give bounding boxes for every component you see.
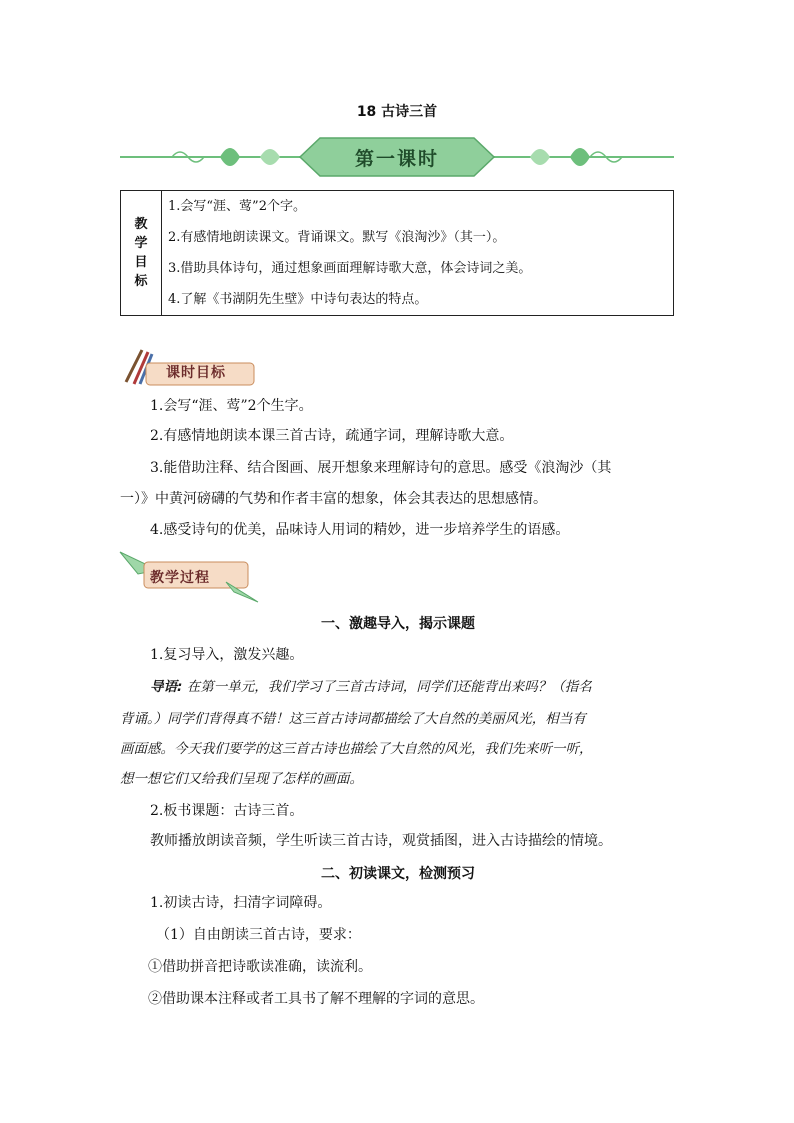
- guide-line: 想一想它们又给我们呈现了怎样的画面。: [120, 771, 363, 787]
- objective-item: 2.有感情地朗读本课三首古诗，疏通字词，理解诗歌大意。: [150, 428, 514, 444]
- section-heading: 一、激趣导入，揭示课题: [321, 616, 475, 632]
- goals-label: 教 学 目 标: [121, 191, 162, 316]
- objective-item: 3.能借助注释、结合图画、展开想象来理解诗句的意思。感受《浪淘沙（其: [150, 460, 612, 476]
- paragraph: ①借助拼音把诗歌读准确，读流利。: [148, 959, 372, 975]
- objective-item: 4.感受诗句的优美，品味诗人用词的精妙，进一步培养学生的语感。: [150, 522, 570, 538]
- objective-item: 一）》中黄河磅礴的气势和作者丰富的想象，体会其表达的思想感情。: [120, 491, 547, 507]
- guide-line: 背诵。）同学们背得真不错！这三首古诗词都描绘了大自然的美丽风光，相当有: [120, 711, 586, 727]
- objective-item: 1.会写“涯、莺”2个生字。: [150, 398, 313, 414]
- goal-item: 1.会写“涯、莺”2个字。: [168, 199, 306, 214]
- paragraph: 1.初读古诗，扫清字词障碍。: [150, 895, 332, 911]
- paragraph: 1.复习导入，激发兴趣。: [150, 647, 304, 663]
- goal-item: 4.了解《书湖阴先生壁》中诗句表达的特点。: [168, 292, 428, 307]
- goals-table: [120, 190, 674, 316]
- paragraph: 教师播放朗读音频，学生听读三首古诗，观赏插图，进入古诗描绘的情境。: [150, 833, 612, 849]
- page-title: 18 古诗三首: [356, 104, 438, 120]
- guide-paragraph: 导语: 在第一单元，我们学习了三首古诗词，同学们还能背出来吗？（指名: [150, 679, 592, 695]
- section-badge: 课时目标: [166, 365, 226, 381]
- paragraph: （1）自由朗读三首古诗，要求：: [156, 927, 361, 943]
- section-badge: 教学过程: [150, 570, 210, 586]
- banner-label: 第一课时: [354, 148, 439, 170]
- guide-line: 画面感。今天我们要学的这三首古诗也描绘了大自然的风光，我们先来听一听，: [120, 741, 593, 757]
- goals-list: [162, 191, 674, 316]
- paragraph: ②借助课本注释或者工具书了解不理解的字词的意思。: [148, 991, 484, 1007]
- guide-label: 导语:: [150, 679, 183, 695]
- goal-item: 3.借助具体诗句，通过想象画面理解诗歌大意，体会诗词之美。: [168, 261, 532, 276]
- paragraph: 2.板书课题：古诗三首。: [150, 803, 304, 819]
- goal-item: 2.有感情地朗读课文。背诵课文。默写《浪淘沙》（其一）。: [168, 230, 506, 245]
- section-heading: 二、初读课文，检测预习: [321, 866, 475, 882]
